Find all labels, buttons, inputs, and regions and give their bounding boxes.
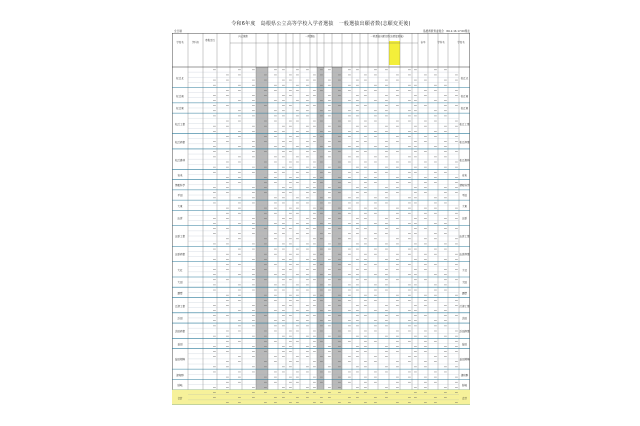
header-general: 一般選抜 [305, 35, 315, 38]
school-name-left: 浜田 [177, 317, 183, 321]
header-school-right: 学校名 [457, 41, 465, 44]
spreadsheet-page [172, 20, 470, 406]
school-name-right: 松江北 [460, 76, 469, 80]
school-name-right: 出雲 [461, 217, 467, 221]
school-name-left: 松江北 [176, 76, 184, 80]
school-name-left: 情報科学 [174, 184, 185, 188]
school-name-right: 松江商業 [459, 140, 470, 144]
school-name-left: 出雲 [177, 217, 183, 221]
school-name-right: 松江東 [460, 107, 469, 111]
school-name-right: 出雲商業 [459, 253, 470, 257]
school-name-left: 大社 [177, 268, 183, 272]
category-label: 全日制 [174, 30, 182, 33]
header-capacity: 募集定員 [205, 39, 215, 42]
school-name-right: 隠岐 [461, 383, 467, 387]
school-name-right: 大社 [461, 268, 467, 272]
school-name-left: 合計 [177, 396, 183, 400]
header-school-left: 学校名 [176, 41, 184, 44]
school-name-left: 大田 [177, 281, 183, 285]
school-name-left: 津和野 [176, 373, 184, 377]
school-name-left: 益田 [177, 342, 183, 346]
school-name-left: 益田翔陽 [174, 358, 185, 362]
school-name-left: 大東 [177, 204, 183, 208]
school-name-left: 出雲工業 [174, 235, 185, 239]
school-name-right: 邇摩 [461, 291, 467, 295]
data-table [172, 33, 470, 405]
issuer-note: 島根県教育委員会 R6.2.16 17:00現在 [423, 30, 470, 33]
header-self: 自己推薦 [238, 35, 248, 38]
table-grid [172, 33, 470, 405]
school-name-right: 平田 [461, 194, 467, 198]
school-name-right: 津和野 [460, 373, 469, 377]
school-name-left: 松江東 [176, 107, 184, 111]
school-name-right: 大田 [461, 281, 467, 285]
school-name-right: 大東 [461, 204, 467, 208]
header-dept-right: 学科名 [437, 41, 445, 44]
school-name-left: 松江農林 [174, 158, 185, 162]
school-name-right: 浜田 [461, 317, 467, 321]
header-dept-left: 学科名 [191, 41, 200, 44]
school-name-right: 情報科学 [459, 184, 470, 188]
school-name-left: 平田 [177, 194, 183, 198]
school-name-left: 江津工業 [174, 304, 185, 308]
school-name-left: 安来 [177, 173, 183, 177]
school-name-left: 松江南 [176, 94, 184, 98]
document-title: 令和6年度 島根県公立高等学校入学者選抜 一般選抜出願者数(志願変更後) [231, 21, 411, 27]
header-highlight: 一般選抜出願者数(志願変更後) [370, 35, 404, 38]
school-name-left: 出雲商業 [174, 253, 185, 257]
school-name-right: 益田 [461, 342, 467, 346]
school-name-right: 合計 [461, 396, 467, 400]
school-name-left: 浜田商業 [174, 330, 185, 334]
school-name-right: 松江南 [460, 94, 469, 98]
school-name-right: 江津工業 [459, 304, 470, 308]
school-name-right: 益田翔陽 [459, 358, 470, 362]
school-name-left: 邇摩 [177, 291, 183, 295]
school-name-right: 浜田商業 [459, 330, 470, 334]
school-name-left: 隠岐 [177, 383, 183, 387]
school-name-left: 松江商業 [174, 140, 185, 144]
school-name-right: 出雲工業 [459, 235, 470, 239]
school-name-right: 松江工業 [459, 122, 470, 126]
school-name-left: 松江工業 [174, 122, 185, 126]
school-name-right: 松江農林 [459, 158, 470, 162]
school-name-right: 安来 [461, 173, 467, 177]
highlight-header-cell [389, 41, 400, 65]
header-ratio: 倍率 [420, 41, 426, 44]
